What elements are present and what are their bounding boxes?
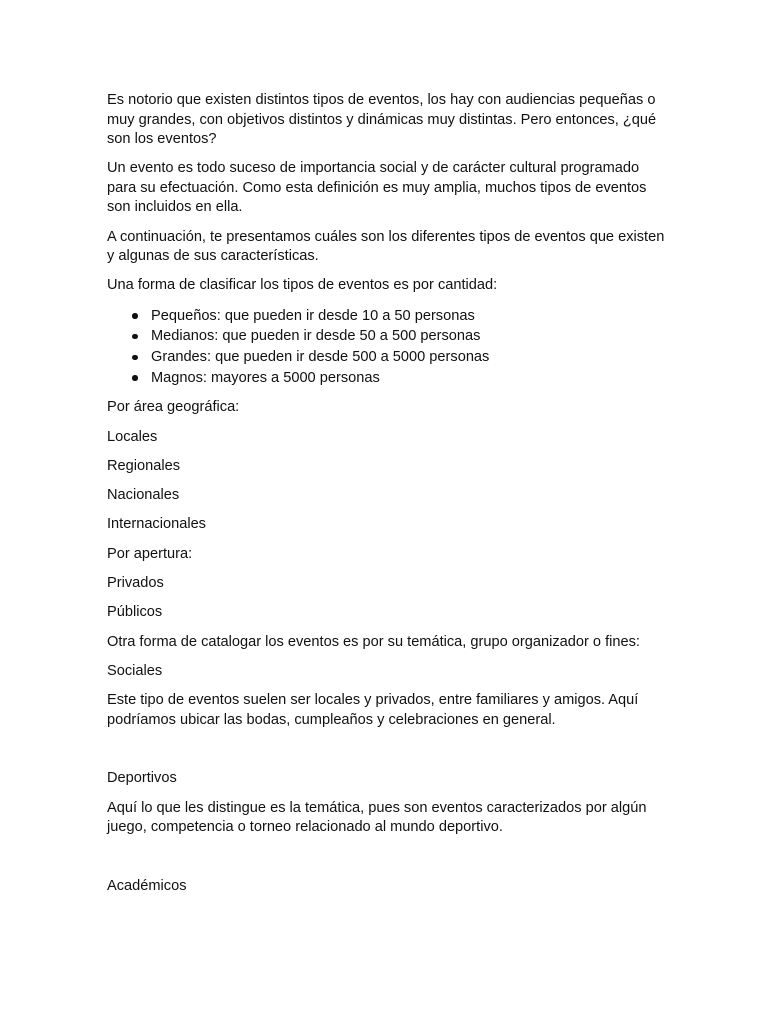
- openness-item-private: Privados: [107, 575, 164, 592]
- geographic-item-regional: Regionales: [107, 457, 181, 474]
- bullet-icon: [132, 375, 138, 381]
- geographic-item-international: Internacionales: [107, 516, 206, 533]
- continuation-paragraph: A continuación, te presentamos cuáles son los diferentes tipos de eventos que existen y algunas de sus características.: [107, 228, 665, 265]
- section-heading-social: Sociales: [107, 662, 163, 679]
- list-item-text: Pequeños: que pueden ir desde 10 a 50 personas: [151, 307, 475, 324]
- list-item-text: Medianos: que pueden ir desde 50 a 500 personas: [151, 328, 481, 345]
- quantity-list: [107, 306, 667, 389]
- geographic-heading: Por área geográfica:: [107, 399, 240, 416]
- bullet-icon: [132, 355, 138, 361]
- list-item: [107, 306, 667, 327]
- sports-paragraph: Aquí lo que les distingue es la temática, pues son eventos caracterizados por algún juego, competencia o torneo relacionado al mundo deportivo.: [107, 799, 647, 836]
- intro-paragraph: Es notorio que existen distintos tipos de eventos, los hay con audiencias pequeñas o muy grandes, con objetivos distintos y dinámicas muy distintas. Pero entonces, ¿qué son los eventos?: [107, 92, 657, 147]
- openness-item-public: Públicos: [107, 604, 163, 621]
- list-item: [107, 368, 667, 389]
- quantity-intro-paragraph: Una forma de clasificar los tipos de eventos es por cantidad:: [107, 277, 498, 294]
- list-item: [107, 326, 667, 347]
- bullet-icon: [132, 334, 138, 340]
- theme-intro-paragraph: Otra forma de catalogar los eventos es por su temática, grupo organizador o fines:: [107, 633, 640, 650]
- social-paragraph: Este tipo de eventos suelen ser locales y privados, entre familiares y amigos. Aquí podríamos ubicar las bodas, cumpleaños y celebraciones en general.: [107, 692, 639, 728]
- list-item-text: Magnos: mayores a 5000 personas: [151, 369, 380, 386]
- geographic-item-local: Locales: [107, 428, 158, 445]
- document-page: [107, 91, 667, 906]
- definition-paragraph: Un evento es todo suceso de importancia social y de carácter cultural programado para su efectuación. Como esta definición es muy amplia, muchos tipos de eventos son incluidos en ella.: [107, 160, 647, 216]
- section-heading-academic: Académicos: [107, 877, 187, 894]
- section-heading-sports: Deportivos: [107, 770, 177, 787]
- geographic-item-national: Nacionales: [107, 487, 180, 504]
- list-item-text: Grandes: que pueden ir desde 500 a 5000 personas: [151, 349, 490, 366]
- bullet-icon: [132, 313, 138, 319]
- openness-heading: Por apertura:: [107, 545, 193, 562]
- list-item: [107, 347, 667, 368]
